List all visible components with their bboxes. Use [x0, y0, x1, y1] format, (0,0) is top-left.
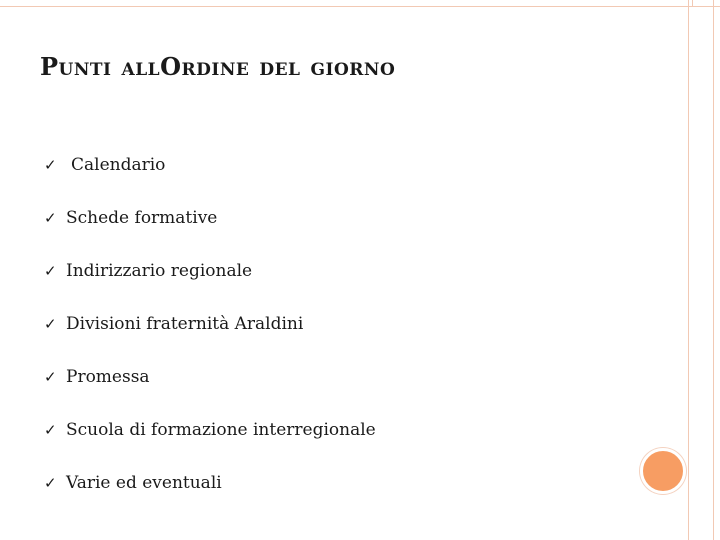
checkmark-icon: ✓	[44, 473, 57, 492]
title-giorno: GIORNO	[310, 60, 396, 80]
list-item-label: Indirizzario regionale	[66, 260, 253, 281]
list-item	[44, 456, 376, 509]
title-ordine-rest: RDINE	[181, 60, 250, 80]
checkmark-icon: ✓	[44, 314, 57, 333]
list-item	[44, 350, 376, 403]
title-initial-o: O	[160, 52, 182, 81]
title-initial-p: P	[40, 52, 59, 81]
list-item-label: Schede formative	[66, 207, 218, 228]
accent-dot	[640, 448, 686, 494]
slide-title	[40, 52, 395, 81]
frame-right-bars	[688, 0, 714, 540]
frame-top-line	[0, 6, 720, 7]
list-item-label: Divisioni fraternità Araldini	[66, 313, 304, 334]
list-item	[44, 297, 376, 350]
checkmark-icon: ✓	[44, 155, 57, 174]
list-item-label: Promessa	[66, 366, 150, 387]
list-item-label: Scuola di formazione interregionale	[66, 419, 376, 440]
list-item-label: Calendario	[71, 154, 166, 175]
frame-corner	[692, 0, 714, 6]
list-item-label: Varie ed eventuali	[66, 472, 222, 493]
title-all: ALL	[121, 60, 161, 80]
title-punti-rest: UNTI	[58, 60, 112, 80]
checkmark-icon: ✓	[44, 367, 57, 386]
checkmark-icon: ✓	[44, 420, 57, 439]
checkmark-icon: ✓	[44, 208, 57, 227]
list-item	[44, 138, 376, 191]
list-item	[44, 403, 376, 456]
title-del: DEL	[259, 60, 301, 80]
checkmark-icon: ✓	[44, 261, 57, 280]
agenda-list	[44, 138, 376, 509]
list-item	[44, 244, 376, 297]
list-item	[44, 191, 376, 244]
